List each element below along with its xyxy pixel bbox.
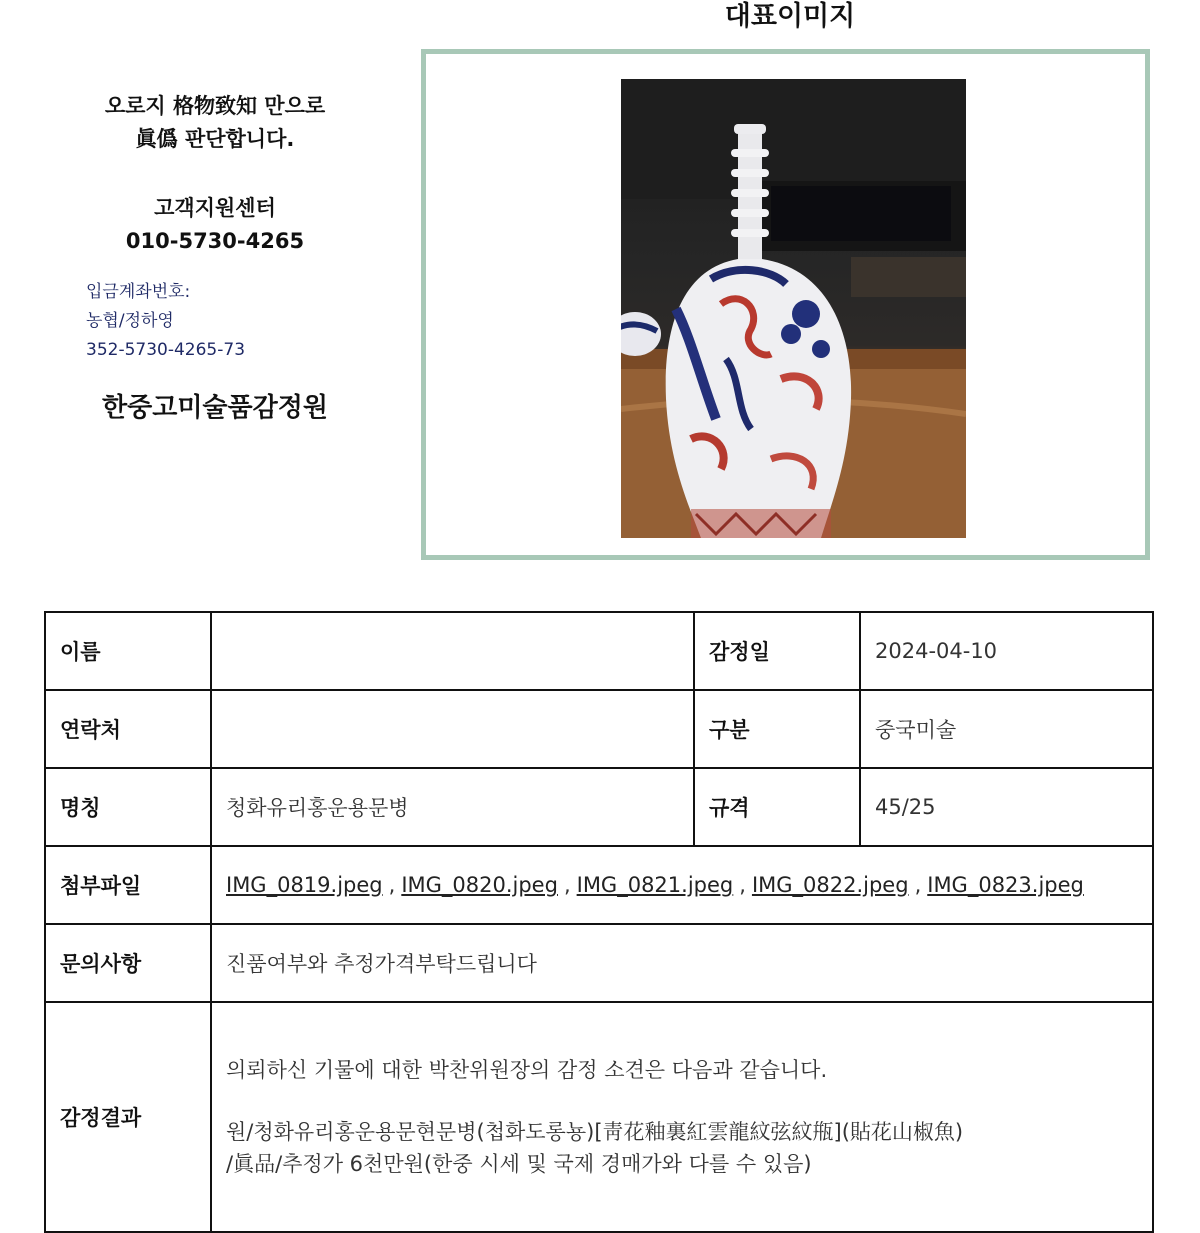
motto-line-2: 眞僞 판단합니다. bbox=[135, 127, 295, 151]
name-label: 이름 bbox=[45, 612, 211, 690]
category-value: 중국미술 bbox=[860, 690, 1153, 768]
date-label: 감정일 bbox=[694, 612, 860, 690]
category-label: 구분 bbox=[694, 690, 860, 768]
file-separator: , bbox=[388, 873, 396, 897]
bank-info bbox=[86, 278, 390, 365]
date-value: 2024-04-10 bbox=[860, 612, 1153, 690]
file-separator: , bbox=[739, 873, 746, 897]
bank-name: 농협/정하영 bbox=[86, 311, 174, 331]
support-center bbox=[40, 192, 390, 258]
attachment-link[interactable]: IMG_0822.jpeg bbox=[751, 873, 909, 897]
support-phone[interactable]: 010-5730-4265 bbox=[125, 229, 305, 253]
appraisal-table bbox=[44, 611, 1154, 1233]
file-separator: , bbox=[563, 873, 571, 897]
table-row bbox=[45, 690, 1153, 768]
table-row bbox=[45, 612, 1153, 690]
result-line-3: /眞品/추정가 6천만원(한중 시세 및 국제 경매가와 다를 수 있음) bbox=[226, 1152, 812, 1176]
organization-name: 한중고미술품감정원 bbox=[101, 393, 329, 423]
file-separator: , bbox=[914, 873, 922, 897]
attachment-link[interactable]: IMG_0819.jpeg bbox=[226, 873, 383, 897]
name-value bbox=[211, 612, 694, 690]
bank-account: 352-5730-4265-73 bbox=[86, 340, 246, 360]
inquiry-value: 진품여부와 추정가격부탁드립니다 bbox=[211, 924, 1153, 1002]
table-row bbox=[45, 768, 1153, 846]
title-label: 명칭 bbox=[45, 768, 211, 846]
table-row bbox=[45, 846, 1153, 924]
result-line-2: 원/청화유리홍운용문현문병(첩화도롱뇽)[靑花釉裏紅雲龍紋弦紋甁](貼花山椒魚) bbox=[226, 1120, 964, 1144]
title-value: 청화유리홍운용문병 bbox=[211, 768, 694, 846]
files-label: 첨부파일 bbox=[45, 846, 211, 924]
page-title: 대표이미지 bbox=[724, 1, 856, 32]
table-row bbox=[45, 1002, 1153, 1232]
files-list bbox=[211, 846, 1153, 924]
info-panel bbox=[40, 90, 390, 425]
result-value bbox=[211, 1002, 1153, 1232]
contact-label: 연락처 bbox=[45, 690, 211, 768]
representative-image-frame bbox=[421, 49, 1150, 560]
vase-photo bbox=[621, 79, 966, 538]
inquiry-label: 문의사항 bbox=[45, 924, 211, 1002]
spec-value: 45/25 bbox=[860, 768, 1153, 846]
result-line-1: 의뢰하신 기물에 대한 박찬위원장의 감정 소견은 다음과 같습니다. bbox=[226, 1058, 828, 1082]
attachment-link[interactable]: IMG_0821.jpeg bbox=[576, 873, 734, 897]
contact-value bbox=[211, 690, 694, 768]
spec-label: 규격 bbox=[694, 768, 860, 846]
attachment-link[interactable]: IMG_0823.jpeg bbox=[927, 873, 1084, 897]
vase-illustration bbox=[621, 79, 966, 538]
motto-line-1: 오로지 格物致知 만으로 bbox=[104, 94, 326, 118]
result-label: 감정결과 bbox=[45, 1002, 211, 1232]
bank-label: 입금계좌번호: bbox=[86, 282, 191, 302]
table-row bbox=[45, 924, 1153, 1002]
attachment-link[interactable]: IMG_0820.jpeg bbox=[401, 873, 558, 897]
support-title: 고객지원센터 bbox=[154, 196, 276, 220]
motto bbox=[40, 90, 390, 156]
